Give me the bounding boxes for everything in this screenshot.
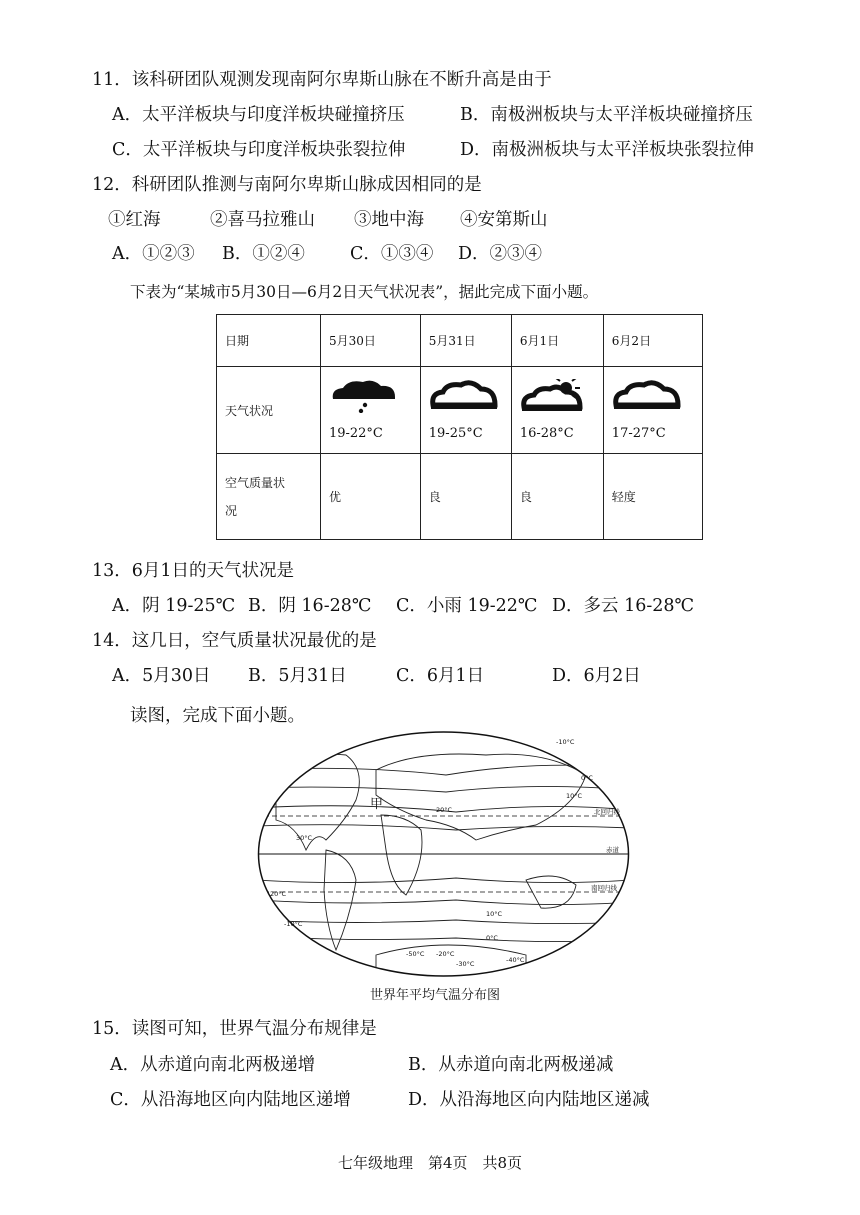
q12-item-2: ②喜马拉雅山	[210, 210, 315, 230]
q12-option-a: A．①②③	[112, 244, 195, 264]
table-intro: 下表为“某城市5月30日—6月2日天气状况表”，据此完成下面小题。	[130, 283, 599, 301]
table-header-row	[217, 315, 703, 367]
q12-item-1: ①红海	[108, 210, 161, 230]
header-date: 日期	[217, 315, 321, 367]
question-13-stem: 13．6月1日的天气状况是	[92, 561, 295, 581]
q13-option-a: A．阴 19-25℃	[112, 596, 236, 616]
weather-cell-2	[420, 367, 511, 454]
question-14-stem: 14．这几日，空气质量状况最优的是	[92, 631, 377, 651]
header-day-2: 5月31日	[420, 315, 511, 367]
map-isotherm-label: 30°C	[296, 834, 313, 842]
question-15-stem: 15．读图可知，世界气温分布规律是	[92, 1019, 377, 1039]
air-quality-label-line1: 空气质量状	[225, 475, 286, 490]
aq-day-1: 优	[320, 454, 420, 540]
q12-item-3: ③地中海	[354, 210, 424, 230]
question-12-stem: 12．科研团队推测与南阿尔卑斯山脉成因相同的是	[92, 175, 482, 195]
q15-option-a: A．从赤道向南北两极递增	[110, 1055, 316, 1075]
weather-label: 天气状况	[217, 367, 321, 454]
q11-option-c: C．太平洋板块与印度洋板块张裂拉伸	[112, 140, 406, 160]
map-isotherm-label: 10°C	[486, 910, 503, 918]
overcast-cloud-icon	[429, 379, 501, 413]
q13-option-d: D．多云 16-28℃	[552, 596, 695, 616]
map-label-jia: 甲	[370, 797, 384, 812]
map-isotherm-label: 0°C	[486, 934, 498, 942]
q11-option-a: A．太平洋板块与印度洋板块碰撞挤压	[112, 105, 405, 125]
q15-option-c: C．从沿海地区向内陆地区递增	[110, 1090, 351, 1110]
map-isotherm-label: 20°C	[436, 806, 453, 814]
q14-option-a: A．5月30日	[112, 666, 211, 686]
map-tropic-capricorn-label: 南回归线	[591, 884, 617, 892]
q12-option-d: D．②③④	[458, 244, 543, 264]
map-isotherm-label: -20°C	[436, 950, 455, 958]
q14-option-b: B．5月31日	[248, 666, 347, 686]
sun-cloud-icon	[520, 379, 592, 413]
air-quality-label-line2: 况	[225, 503, 238, 518]
q15-option-b: B．从赤道向南北两极递减	[408, 1055, 614, 1075]
header-day-4: 6月2日	[603, 315, 702, 367]
aq-day-3: 良	[511, 454, 603, 540]
rain-cloud-icon	[329, 379, 401, 413]
aq-day-4: 轻度	[603, 454, 702, 540]
map-tropic-cancer-label: 北回归线	[594, 808, 620, 816]
map-isotherm-label: -30°C	[456, 960, 475, 968]
weather-cell-3	[511, 367, 603, 454]
q11-option-b: B．南极洲板块与太平洋板块碰撞挤压	[460, 105, 753, 125]
weather-table	[216, 314, 703, 540]
world-temperature-map	[256, 730, 631, 978]
q12-option-b: B．①②④	[222, 244, 305, 264]
temp-day-1: 19-22°C	[328, 426, 383, 441]
header-day-3: 6月1日	[511, 315, 603, 367]
weather-cell-4	[603, 367, 702, 454]
page-footer: 七年级地理 第4页 共8页	[337, 1154, 523, 1172]
map-isotherm-label: 20°C	[270, 890, 287, 898]
map-caption: 世界年平均气温分布图	[370, 988, 501, 1003]
temp-day-3: 16-28°C	[519, 426, 574, 441]
temp-day-2: 19-25°C	[428, 426, 483, 441]
question-11-stem: 11．该科研团队观测发现南阿尔卑斯山脉在不断升高是由于	[92, 70, 552, 90]
q13-option-b: B．阴 16-28℃	[248, 596, 372, 616]
map-isotherm-label: -10°C	[556, 738, 575, 746]
q13-option-c: C．小雨 19-22℃	[396, 596, 538, 616]
header-day-1: 5月30日	[320, 315, 420, 367]
weather-cell-1	[320, 367, 420, 454]
q14-option-d: D．6月2日	[552, 666, 641, 686]
map-isotherm-label: 0°C	[581, 774, 593, 782]
air-quality-row	[217, 454, 703, 540]
aq-day-2: 良	[420, 454, 511, 540]
map-isotherm-label: -10°C	[284, 920, 303, 928]
temp-day-4: 17-27°C	[611, 426, 666, 441]
q12-item-4: ④安第斯山	[460, 210, 548, 230]
q11-option-d: D．南极洲板块与太平洋板块张裂拉伸	[460, 140, 755, 160]
overcast-cloud-icon	[612, 379, 684, 413]
q12-option-c: C．①③④	[350, 244, 434, 264]
q14-option-c: C．6月1日	[396, 666, 485, 686]
weather-row	[217, 367, 703, 454]
map-isotherm-label: 10°C	[566, 792, 583, 800]
map-isotherm-label: -40°C	[506, 956, 525, 964]
air-quality-label	[217, 454, 321, 540]
map-isotherm-label: -50°C	[406, 950, 425, 958]
q15-option-d: D．从沿海地区向内陆地区递减	[408, 1090, 650, 1110]
map-intro: 读图，完成下面小题。	[130, 706, 305, 726]
map-equator-label: 赤道	[606, 846, 619, 854]
